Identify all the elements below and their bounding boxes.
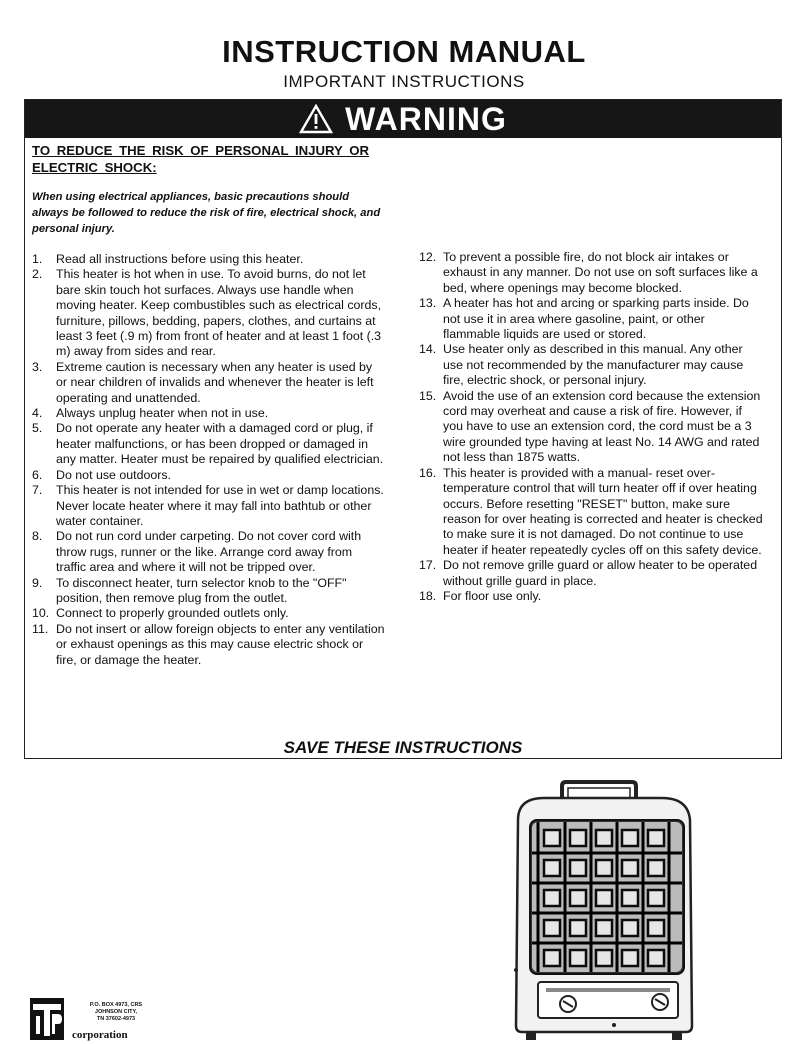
item-number: 4.: [32, 406, 43, 421]
item-number: 15.: [419, 388, 437, 403]
item-text: A heater has hot and arcing or sparking parts inside. Do not use it in area where gasoline, paint, or other flammable liquids are used or stored.: [443, 296, 749, 342]
item-text: To disconnect heater, turn selector knob to the "OFF" position, then remove plug from the outlet.: [56, 575, 347, 605]
list-item: [32, 622, 385, 668]
precaution-text: When using electrical appliances, basic precautions should always be followed to reduce the risk of fire, electrical shock, and personal injury.: [32, 191, 381, 235]
warning-box: [24, 99, 782, 759]
item-text: Always unplug heater when not in use.: [56, 406, 269, 421]
item-text: Use heater only as described in this manual. Any other use not recommended by the manufacturer may cause fire, electric shock, or personal injury.: [443, 342, 744, 388]
list-item: [32, 606, 385, 621]
instructions-left-column: [32, 252, 385, 668]
list-item: [32, 406, 385, 421]
item-number: 13.: [419, 296, 437, 311]
tpi-logo-icon: [30, 998, 64, 1040]
list-item: [419, 589, 764, 604]
company-logo: [30, 998, 164, 1042]
list-item: [419, 342, 764, 388]
item-text: To prevent a possible fire, do not block air intakes or exhaust in any manner. Do not use on soft surfaces like a bed, where openings may become blocked.: [443, 250, 758, 295]
warning-triangle-icon: [299, 104, 333, 134]
item-text: Do not run cord under carpeting. Do not cover cord with throw rugs, runner or the like. Arrange cord away from traffic area and where it will not be tripped over.: [56, 529, 362, 575]
item-text: This heater is provided with a manual- reset over-temperature control that will turn heater off if over heating occurs. Before resetting "RESET" button, make sure reason for over heating is corrected and heater is checked to make sure it is not damaged. Do not continue to use heater if heater repeatedly cycles off on this safety device.: [443, 465, 763, 557]
item-number: 9.: [32, 575, 43, 590]
list-item: [32, 252, 385, 267]
item-number: 10.: [32, 606, 50, 621]
item-text: Read all instructions before using this heater.: [56, 252, 304, 266]
list-item: [419, 296, 764, 342]
list-item: [32, 267, 385, 359]
logo-corporation-text: corporation: [72, 1029, 128, 1041]
item-number: 11.: [32, 621, 49, 636]
item-number: 16.: [419, 465, 437, 480]
item-text: Do not insert or allow foreign objects to enter any ventilation or exhaust openings as this may cause electric shock or fire, or damage the heater.: [56, 621, 385, 667]
item-number: 17.: [419, 558, 437, 573]
item-number: 1.: [32, 252, 43, 266]
list-item: [32, 421, 385, 467]
item-number: 6.: [32, 467, 43, 482]
manual-subtitle: IMPORTANT INSTRUCTIONS: [283, 72, 525, 91]
item-text: Connect to properly grounded outlets only.: [56, 606, 289, 621]
item-number: 3.: [32, 359, 43, 374]
item-number: 7.: [32, 483, 43, 498]
save-instructions-text: SAVE THESE INSTRUCTIONS: [283, 738, 523, 757]
manual-title: INSTRUCTION MANUAL: [222, 34, 586, 69]
item-text: Do not remove grille guard or allow heater to be operated without grille guard in place.: [443, 558, 758, 588]
list-item: [32, 529, 385, 575]
item-number: 12.: [419, 250, 437, 264]
warning-banner: [25, 100, 781, 138]
list-item: [32, 360, 385, 406]
warning-label: WARNING: [345, 100, 507, 137]
logo-address-line: P.O. BOX 4973, CRS: [89, 1002, 143, 1008]
logo-address: [70, 1002, 162, 1023]
list-item: [32, 468, 385, 483]
item-number: 14.: [419, 342, 437, 357]
logo-address-line: TN 37602-4973: [96, 1016, 136, 1022]
list-item: [32, 483, 385, 529]
item-number: 18.: [419, 588, 437, 603]
logo-address-line: JOHNSON CITY,: [94, 1009, 138, 1015]
item-text: This heater is not intended for use in wet or damp locations. Never locate heater where it may fall into bathtub or other water container.: [56, 483, 384, 528]
item-text: Avoid the use of an extension cord because the extension cord may overheat and cause a risk of fire. However, if you have to use an extension cord, the cord must be a 3 wire grounded type having at least No. 14 AWG and rated not less than 1875 watts.: [443, 388, 761, 465]
item-number: 2.: [32, 267, 43, 282]
item-text: This heater is hot when in use. To avoid burns, do not let bare skin touch hot surfaces. Always use handle when moving heater. Keep combustibles such as electrical cords, furniture, pillows, bedding, papers, clothes, and curtains at least 3 feet (.9 m) from front of heater and at least 1 foot (.3 m) away from sides and rear.: [56, 267, 382, 359]
heater-illustration: [504, 780, 700, 1044]
item-text: Extreme caution is necessary when any heater is used by or near children of invalids and whenever the heater is left operating and unattended.: [56, 359, 374, 405]
item-text: Do not operate any heater with a damaged cord or plug, if heater malfunctions, or has been dropped or damaged in any matter. Heater must be repaired by qualified electrician.: [56, 421, 384, 467]
list-item: [419, 558, 764, 589]
item-number: 5.: [32, 421, 43, 436]
list-item: [419, 389, 764, 466]
list-item: [419, 466, 764, 558]
list-item: [32, 576, 385, 607]
item-text: Do not use outdoors.: [56, 467, 172, 482]
item-number: 8.: [32, 529, 43, 544]
list-item: [419, 250, 764, 296]
instructions-right-column: [419, 250, 764, 604]
warning-lead: TO REDUCE THE RISK OF PERSONAL INJURY OR ELECTRIC SHOCK:: [32, 143, 370, 175]
item-text: For floor use only.: [443, 588, 542, 603]
